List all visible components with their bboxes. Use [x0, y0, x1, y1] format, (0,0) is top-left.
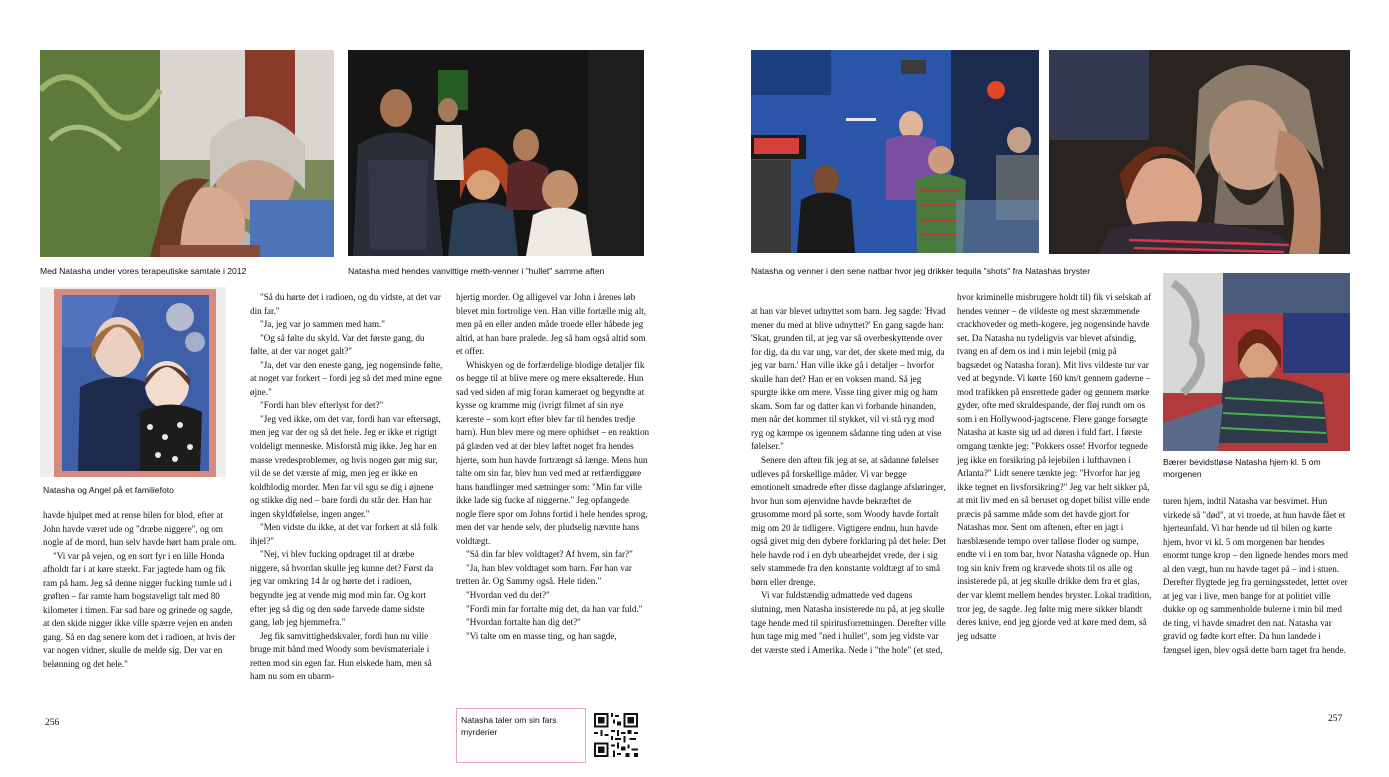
paragraph: "Fordi min far fortalte mig det, da han var fuld."	[466, 603, 643, 614]
page-number: 256	[45, 718, 60, 728]
paragraph: Senere den aften fik jeg at se, at sådanne følelser udleves på forskellige måder. Vi var begge emotionelt smadrede efter disse daglange afsløringer, hvor hun som øjenvidne havde bekræftet de grusomme mord på sorte, som Woody havde fortalt mig om 20 år tidligere. Vigtigere endnu, hun havde også givet mig den dybere forklaring på det hele: Det hele havde rod i en dyb ubearbejdet vrede, der i sig selv stammede fra den konstante voldtægt af to små børn eller drenge.	[751, 455, 946, 587]
text-column-1	[751, 305, 946, 657]
paragraph: "Ja, han blev voldtaget som barn. Før han var tretten år. Og Sammy også. Hele tiden."	[456, 562, 632, 587]
paragraph: "Hvordan fortalte han dig det?"	[466, 617, 581, 628]
photo-meth-friends	[348, 50, 644, 256]
paragraph: "Men vidste du ikke, at det var forkert at slå folk ihjel?"	[250, 522, 438, 546]
left-page	[0, 0, 694, 777]
text-column-2	[250, 291, 444, 684]
paragraph: "Og så følte du skyld. Var det første gang, du følte, at der var noget galt?"	[250, 332, 425, 357]
photo-caption: Natasha og venner i den sene natbar hvor jeg drikker tequila "shots" fra Natashas bryster	[751, 266, 1091, 276]
text-column-3	[1163, 495, 1350, 658]
photo-caption: Med Natasha under vores terapeutiske samtale i 2012	[40, 266, 247, 276]
photo-unconscious	[1163, 273, 1350, 451]
paragraph: Vi var fuldstændig udmattede ved dagens slutning, men Natasha insisterede nu på, at jeg skulle tage hende med til spiritusforretningen. Derefter ville hun tage mig med "ned i hullet", som jeg vidste var det værste sted i Amerika. Nede i "the hole" (et sted,	[751, 590, 946, 655]
video-note-label: Natasha taler om sin fars myrderier	[461, 715, 557, 737]
text-column-1	[43, 509, 237, 672]
page-number: 257	[1328, 714, 1343, 724]
video-note-box[interactable]	[456, 708, 586, 763]
text-column-2	[957, 291, 1152, 643]
paragraph: hvor kriminelle misbrugere holdt til) fik vi selskab af hendes venner – de vildeste og mest skræmmende crackhoveder og meth-kogere, jeg nogensinde havde set. Da Natasha nu tydeligvis var blevet afsindig, tvang en af dem os ind i min lejebil (mig på bagsædet og Natasha foran). Mit livs vildeste tur var ved at begynde. Vi kørte 160 km/t gennem gaderne – mod trafikken på ensrettede gader og gennem mørke gyder, ofte med skraldespande, der fløj rundt om os som i en Hollywood-jagtscene. Flere gange forsøgte Natasha at kaste sig ud ad døren i fuld fart. I første omgang tænkte jeg: "Pokkers osse! Hvorfor tegnede jeg ikke en forsikring på lejebilen i lufthavnen i Atlanta?" Lidt senere tænkte jeg: "Hvorfor har jeg ikke tegnet en livsforsikring?" Jeg var helt sikker på, at mit liv med en så beruset og dopet bilist ville ende præcis på samme måde som det havde gjort for Natashas mor. Sent om aftenen, efter en jagt i hæsblæsende tempo over talløse floder og sumpe, endte vi i en tom bar, hvor Natasha vågnede op. Hun tog sin kniv frem og krævede shots til os alle og insisterede på, at jeg skulle drikke dem fra et glas, der var klemt mellem hendes bryster. Lokal tradition, tror jeg, de sagde. Jeg følte mig mere sikker blandt deres knive, end jeg gjorde ved at køre med dem, så jeg udsatte	[957, 292, 1152, 641]
paragraph: "Så din far blev voldtaget? Af hvem, sin far?"	[466, 549, 633, 560]
photo-night-bar	[751, 50, 1039, 253]
paragraph: "Ja, det var den eneste gang, jeg nogensinde følte, at noget var forkert – fordi jeg så det med mine egne øjne."	[250, 359, 443, 397]
qr-code[interactable]	[594, 713, 638, 757]
paragraph: "Vi talte om en masse ting, og han sagde,	[466, 630, 617, 641]
photo-caption: Bærer bevidstløse Natasha hjem kl. 5 om morgenen	[1163, 457, 1321, 479]
paragraph: havde hjulpet med at rense bilen for blod, efter at John havde været ude og "dræbe niggere", og om nogle af de mord, hun selv havde hørt ham prale om.	[43, 510, 237, 548]
paragraph: "Så du hørte det i radioen, og du vidste, at det var din far."	[250, 292, 441, 316]
paragraph: "Hvordan ved du det?"	[466, 590, 550, 601]
paragraph: "Fordi han blev efterlyst for det?"	[260, 400, 384, 411]
paragraph: "Ja, jeg var jo sammen med ham."	[260, 319, 386, 330]
paragraph: "Nej, vi blev fucking opdraget til at dræbe niggere, så hvordan skulle jeg kunne det? Først da jeg var omkring 14 år og hørte det i radioen, begyndte jeg at vende mig mod min far. Og kort efter jeg så dig og den søde farvede dame sidste gang, løb jeg hjemmefra."	[250, 549, 434, 628]
paragraph: "Vi var på vejen, og en sort fyr i en lille Honda afholdt far i at køre stærkt. Far jagtede ham og fik ram på ham. Jeg så denne nigger fucking tumle ud i grøften – far ramte ham bogstaveligt talt med 80 kilometer i timen. Far sad bare og grinede og sagde, at den skide nigger ikke ville spærre vejen en anden gang. Så en dag senere kom det i radioen, at hvis der var nogen vidner, skulle de melde sig. Der var en belønning og det hele."	[43, 550, 236, 670]
right-page	[694, 0, 1389, 777]
paragraph: turen hjem, indtil Natasha var besvimet. Hun virkede så "død", at vi troede, at hun havde fået et hjerteanfald. Vi bar hende ud til bilen og kørte hjem, hvor vi kl. 5 om morgenen bar hendes enormt tunge krop – den lignede hendes mors med al den vægt, hun nu havde taget på – ind i stuen. Derefter flygtede jeg fra gerningsstedet, lettet over at jeg var i live, men bange for at politiet ville dukke op og sammenholde bulerne i min bil med de ting, vi havde smadret den nat. Natasha var gravid og fødte kort efter. Da hun landede i fængsel igen, blev også dette barn taget fra hende.	[1163, 496, 1348, 656]
photo-caption: Natasha og Angel på et familiefoto	[43, 485, 174, 495]
paragraph: hjertig morder. Og alligevel var John i årenes løb blevet min fortrolige ven. Han ville fortælle mig alt, men på en eller anden måde troede eller håbede jeg altid, at han bare pralede. Jeg så ham også altid som et offer.	[456, 292, 647, 357]
photo-embrace	[1049, 50, 1350, 254]
paragraph: Whiskyen og de forfærdelige blodige detaljer fik os begge til at blive mere og mere eksalterede. Hun sad ved siden af mig foran kameraet og begyndte at kysse og kramme mig (ivrigt filmet af sin nye kæreste – som kort efter blev far til hendes tredje barn). Hun blev mere og mere ophidset – en reaktion på glæden ved at der blev løftet noget fra hendes hjerte, som hun havde fortrængt så længe. Mens hun talte om sin far, blev hun ved med at retfærdiggøre hans handlinger med sætninger som: "Min far ville ikke lade sig fucke af niggerne." Jeg opfangede nogle flere spor om Johns fortid i hele hendes sprog, men det var hende selv, der pludselig nævnte hans voldtægt.	[456, 359, 650, 546]
photo-father-daughter	[40, 50, 334, 257]
paragraph: "Jeg ved ikke, om det var, fordi han var eftersøgt, men jeg var der og så det hele. Jeg er ikke et rigtigt voldeligt menneske. Misforstå mig ikke. Jeg har en masse vredesproblemer, og hvis nogen gør mig sur, vil de se det værste af mig, men jeg er ikke en koldblodig morder. Men far vil sgu se dig i øjnene og stikke dig ned – bare fordi du står der. Han har ingen skyldfølelse, ingen anger."	[250, 413, 441, 519]
paragraph: Jeg fik samvittighedskvaler, fordi hun nu ville bruge mit bånd med Woody som bevismateriale i retten mod sin egen far. Hun elskede ham, men så ham nu som en ubarm-	[250, 630, 432, 682]
paragraph: at han var blevet udnyttet som barn. Jeg sagde: 'Hvad mener du med at blive udnyttet?' En gang sagde han: 'Skat, grunden til, at jeg var så overbeskyttende over for dig, da du var ung, var det, der skete med mig, da jeg var barn.' Han ville ikke gå i detaljer – hvorfor skulle han det? Han er en voksen mand. Så jeg spurgte ikke om mere. Visse ting giver mig og ham skam. Som far og datter kan vi forbande hinanden, men når det kommer til stykket, vil vi stå ryg mod ryg og kæmpe os igennem sådanne ting uden at vise følelser."	[751, 306, 946, 452]
text-column-3	[456, 291, 650, 643]
photo-caption: Natasha med hendes vanvittige meth-venner i "hullet" samme aften	[348, 266, 605, 276]
photo-family	[40, 287, 226, 477]
